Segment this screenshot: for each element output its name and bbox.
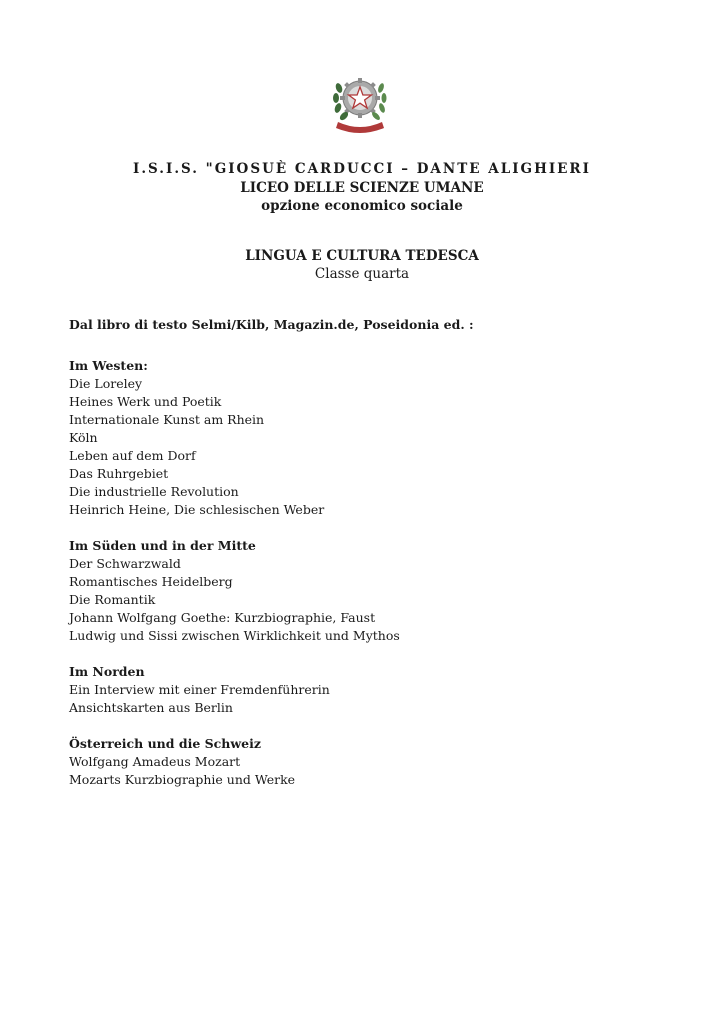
section-title: Im Süden und in der Mitte <box>69 538 256 553</box>
program-content <box>69 357 669 807</box>
section-title: Im Norden <box>69 664 145 679</box>
list-item: Wolfgang Amadeus Mozart <box>69 754 241 769</box>
list-item: Heinrich Heine, Die schlesischen Weber <box>69 502 325 517</box>
list-item: Leben auf dem Dorf <box>69 448 196 463</box>
list-item: Der Schwarzwald <box>69 556 181 571</box>
section-north <box>69 663 669 717</box>
list-item: Die Loreley <box>69 376 143 391</box>
list-item: Romantisches Heidelberg <box>69 574 233 589</box>
textbook-line: Dal libro di testo Selmi/Kilb, Magazin.de, Poseidonia ed. : <box>69 317 474 332</box>
list-item: Ein Interview mit einer Fremdenführerin <box>69 682 330 697</box>
list-item: Die Romantik <box>69 592 156 607</box>
class-label: Classe quarta <box>314 266 410 282</box>
section-west <box>69 357 669 519</box>
subject-title: LINGUA E CULTURA TEDESCA <box>245 248 479 264</box>
list-item: Internationale Kunst am Rhein <box>69 412 265 427</box>
list-item: Ludwig und Sissi zwischen Wirklichkeit und Mythos <box>69 628 400 643</box>
list-item: Johann Wolfgang Goethe: Kurzbiographie, Faust <box>69 610 376 625</box>
list-item: Das Ruhrgebiet <box>69 466 169 481</box>
list-item: Ansichtskarten aus Berlin <box>69 700 233 715</box>
list-item: Die industrielle Revolution <box>69 484 239 499</box>
section-title: Im Westen: <box>69 358 148 373</box>
section-south-middle <box>69 537 669 645</box>
italian-republic-emblem-icon <box>330 68 390 136</box>
school-name: I.S.I.S. "GIOSUÈ CARDUCCI – DANTE ALIGHIERI <box>133 161 591 177</box>
list-item: Mozarts Kurzbiographie und Werke <box>69 772 296 787</box>
section-austria-switzerland <box>69 735 669 789</box>
liceo-name: LICEO DELLE SCIENZE UMANE <box>240 180 484 196</box>
section-title: Österreich und die Schweiz <box>69 736 261 751</box>
list-item: Heines Werk und Poetik <box>69 394 222 409</box>
liceo-option: opzione economico sociale <box>261 198 463 214</box>
list-item: Köln <box>69 430 98 445</box>
